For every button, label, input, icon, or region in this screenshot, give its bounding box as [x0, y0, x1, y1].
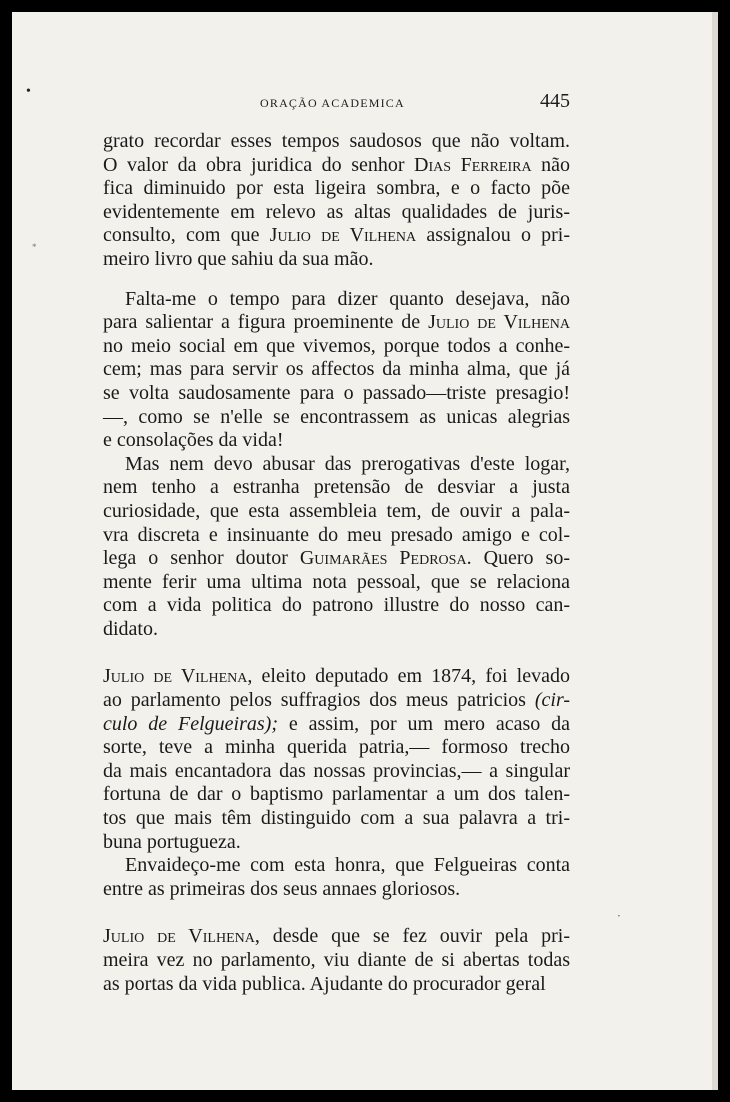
text-run: mente ferir uma ultima nota pessoal, que se relaciona	[103, 570, 570, 593]
text-run: da mais encantadora das nossas provincias,— a singular	[103, 759, 570, 782]
text-line	[103, 618, 570, 642]
text-line	[103, 224, 570, 248]
text-run: se volta saudosamente para o passado—triste presagio!	[103, 381, 570, 404]
text-run: para salientar a figura proeminente de	[103, 311, 429, 334]
text-line	[103, 288, 570, 312]
text-run: tos que mais têm distinguido com a sua palavra a tri-	[103, 807, 570, 830]
italic-text: culo de Felgueiras);	[103, 712, 278, 735]
margin-star-mark: *	[32, 242, 37, 252]
text-line	[103, 335, 570, 359]
text-run: meiro livro que sahiu da sua mão.	[103, 247, 374, 270]
text-line	[103, 453, 570, 477]
text-line	[103, 311, 570, 335]
paragraph-gap	[103, 272, 570, 288]
text-run: Mas nem devo abusar das prerogativas d'este logar,	[125, 452, 570, 475]
text-run: O valor da obra juridica do senhor	[103, 153, 415, 176]
text-line	[103, 406, 570, 430]
text-line	[103, 689, 570, 713]
small-caps-name: Julio de Vilhena	[269, 224, 417, 247]
text-run: com a vida politica do patrono illustre do nosso can-	[103, 594, 570, 617]
small-caps-name: Julio de Vilhena	[428, 311, 570, 334]
text-run: e consolações da vida!	[103, 429, 284, 452]
text-line	[103, 547, 570, 571]
text-line	[103, 760, 570, 784]
small-caps-name: Guimarães Pedrosa	[299, 547, 467, 570]
text-run: sorte, teve a minha querida patria,— formoso trecho	[103, 736, 570, 759]
text-run: no meio social em que vivemos, porque todos a conhe-	[103, 334, 570, 357]
text-run: meira vez no parlamento, viu diante de si abertas todas	[103, 949, 570, 971]
text-line	[103, 476, 570, 500]
body-text	[103, 130, 570, 996]
text-line	[103, 854, 570, 878]
text-run: nem tenho a estranha pretensão de desviar a justa	[103, 476, 570, 499]
text-line	[103, 500, 570, 524]
margin-dot-mark: •	[26, 84, 31, 99]
small-caps-name: Julio de Vilhena	[103, 665, 248, 688]
text-run: consulto, com que	[103, 224, 270, 247]
paragraph-gap	[103, 901, 570, 925]
text-run: curiosidade, que esta assembleia tem, de ouvir a pala-	[103, 499, 570, 522]
text-run: vra discreta e insinuante do meu presado amigo e col-	[103, 523, 570, 546]
book-page	[12, 12, 718, 1090]
paragraph	[103, 288, 570, 453]
text-line	[103, 154, 570, 178]
text-run: —, como se n'elle se encontrassem as unicas alegrias	[103, 405, 570, 428]
text-line	[103, 736, 570, 760]
text-run: grato recordar esses tempos saudosos que não voltam.	[103, 130, 570, 152]
paragraph	[103, 453, 570, 642]
paragraph	[103, 925, 570, 996]
page-edge	[712, 12, 718, 1090]
paragraph	[103, 130, 570, 272]
text-line	[103, 807, 570, 831]
text-run: Envaideço-me com esta honra, que Felgueiras conta	[125, 854, 570, 877]
paragraph	[103, 854, 570, 901]
text-run: fica diminuido por esta ligeira sombra, e o facto põe	[103, 177, 570, 200]
text-line	[103, 130, 570, 154]
small-caps-name: Dias Ferreira	[414, 153, 532, 176]
text-run: , eleito deputado em 1874, foi levado	[247, 665, 570, 688]
text-run: lega o senhor doutor	[103, 547, 300, 570]
text-line	[103, 878, 570, 902]
text-line	[103, 382, 570, 406]
running-header	[12, 92, 718, 116]
text-line	[103, 831, 570, 855]
text-run: e assim, por um mero acaso da	[278, 712, 571, 735]
text-line	[103, 665, 570, 689]
margin-right-dot-mark: •	[617, 914, 620, 920]
text-line	[103, 949, 570, 973]
text-run: fortuna de dar o baptismo parlamentar a um dos talen-	[103, 783, 570, 806]
text-run: Falta-me o tempo para dizer quanto desejava, não	[125, 287, 570, 310]
text-line	[103, 248, 570, 272]
text-line	[103, 973, 570, 997]
text-line	[103, 713, 570, 737]
text-run: . Quero so-	[466, 547, 570, 570]
text-line	[103, 429, 570, 453]
text-line	[103, 571, 570, 595]
text-line	[103, 594, 570, 618]
paragraph	[103, 665, 570, 854]
page-number: 445	[540, 90, 570, 112]
small-caps-name: Julio de Vilhena	[103, 925, 255, 948]
text-line	[103, 524, 570, 548]
running-title: ORAÇÃO ACADEMICA	[260, 96, 405, 110]
text-run: assignalou o pri-	[416, 224, 571, 247]
text-line	[103, 783, 570, 807]
paragraph-gap	[103, 641, 570, 665]
text-run: não	[531, 153, 570, 176]
text-run: ao parlamento pelos suffragios dos meus patricios	[103, 689, 535, 712]
text-run: didato.	[103, 617, 158, 640]
text-run: entre as primeiras dos seus annaes gloriosos.	[103, 877, 461, 900]
text-run: buna portugueza.	[103, 830, 241, 853]
text-line	[103, 358, 570, 382]
text-line	[103, 177, 570, 201]
text-line	[103, 925, 570, 949]
text-run: cem; mas para servir os affectos da minha alma, que já	[103, 358, 570, 381]
text-run: as portas da vida publica. Ajudante do procurador geral	[103, 972, 546, 995]
text-run: , desde que se fez ouvir pela pri-	[254, 925, 570, 948]
text-run: evidentemente em relevo as altas qualidades de juris-	[103, 200, 570, 223]
text-line	[103, 201, 570, 225]
italic-text: (cir-	[534, 689, 570, 712]
